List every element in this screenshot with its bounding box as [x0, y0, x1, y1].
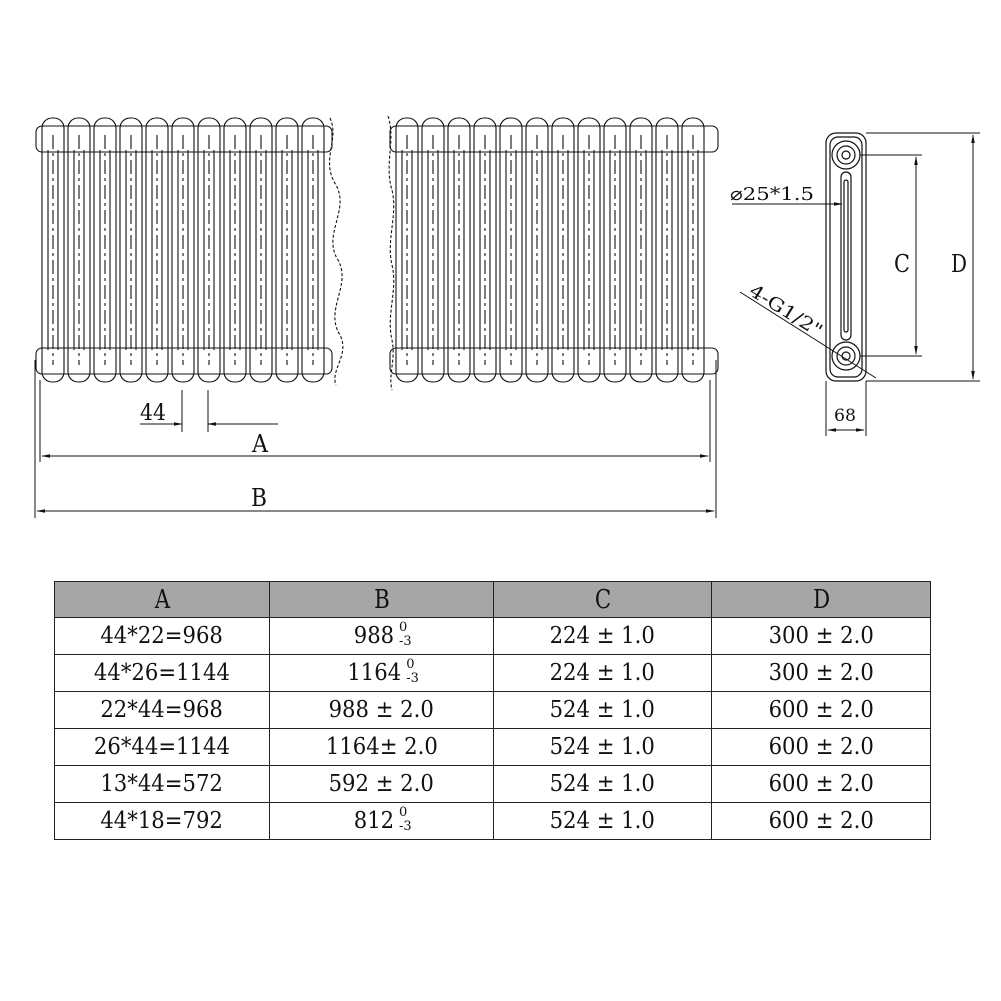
cell-b-value: 812: [353, 807, 395, 834]
radiator-column: [578, 118, 600, 382]
radiator-column: [552, 118, 574, 382]
radiator-side-view: [826, 133, 866, 381]
radiator-column: [224, 118, 246, 382]
cell-a: [55, 692, 270, 729]
dimension-b: [35, 360, 716, 518]
cell-a-value: 13*44=572: [100, 771, 224, 797]
tolerance-upper: 0: [398, 619, 408, 635]
radiator-column: [276, 118, 298, 382]
cell-d-value: 600 ± 2.0: [768, 734, 874, 760]
radiator-column: [422, 118, 444, 382]
radiator-column: [448, 118, 470, 382]
table-row: [55, 618, 931, 655]
table-header-row: [55, 582, 931, 618]
tolerance-upper: 0: [406, 656, 415, 672]
pitch-label: 44: [140, 401, 166, 426]
radiator-top-header: [36, 126, 332, 152]
cell-a: [55, 618, 270, 655]
radiator-column: [250, 118, 272, 382]
column-header-b: B: [290, 582, 474, 618]
cell-b-value: 988: [353, 622, 395, 649]
radiator-column: [198, 118, 220, 382]
cell-d-value: 600 ± 2.0: [768, 808, 874, 834]
table-row: [55, 692, 931, 729]
table-row: [55, 803, 931, 840]
column-header-a: A: [74, 582, 250, 618]
radiator-column: [526, 118, 548, 382]
cell-d: [712, 729, 931, 766]
radiator-column: [500, 118, 522, 382]
column-header-d: D: [731, 582, 911, 618]
tolerance-lower: -3: [398, 818, 412, 834]
cell-d-value: 600 ± 2.0: [768, 697, 874, 723]
dimension-d-label: D: [951, 250, 967, 278]
tolerance: [397, 619, 412, 650]
cell-b: [270, 803, 494, 840]
tolerance-upper: 0: [398, 804, 408, 820]
cell-c: [494, 803, 712, 840]
radiator-bottom-header: [36, 348, 332, 374]
radiator-column: [604, 118, 626, 382]
cell-b-value: 1164: [347, 659, 401, 686]
cell-a-value: 26*44=1144: [93, 734, 231, 760]
cell-c: [494, 692, 712, 729]
dimension-a-label: A: [251, 430, 269, 458]
cell-b-value: 592 ± 2.0: [328, 771, 435, 797]
cell-c: [494, 618, 712, 655]
cell-d: [712, 655, 931, 692]
cell-d-value: 300 ± 2.0: [768, 660, 874, 686]
tolerance-lower: -3: [398, 633, 412, 649]
cell-b: [270, 729, 494, 766]
depth-label: 68: [834, 406, 856, 426]
radiator-column: [630, 118, 652, 382]
break-line-left: [330, 118, 343, 385]
column-header-c: C: [513, 582, 692, 618]
cell-c-value: 524 ± 1.0: [549, 734, 656, 760]
radiator-column: [172, 118, 194, 382]
dimension-b-label: B: [251, 484, 267, 512]
radiator-column: [656, 118, 678, 382]
cell-b-value: 1164± 2.0: [325, 734, 438, 760]
cell-b: [270, 618, 494, 655]
cell-d: [712, 692, 931, 729]
cell-b: [270, 655, 494, 692]
cell-a: [55, 766, 270, 803]
cell-a-value: 22*44=968: [100, 697, 224, 723]
cell-d: [712, 766, 931, 803]
cell-d: [712, 803, 931, 840]
tolerance: [397, 804, 412, 835]
cell-d: [712, 618, 931, 655]
cell-c-value: 524 ± 1.0: [549, 808, 656, 834]
specification-table: [54, 581, 931, 840]
radiator-column: [146, 118, 168, 382]
cell-c: [494, 729, 712, 766]
cell-d-value: 300 ± 2.0: [768, 623, 874, 649]
cell-c: [494, 655, 712, 692]
dimension-c-label: C: [894, 250, 910, 278]
radiator-column: [94, 118, 116, 382]
cell-a: [55, 803, 270, 840]
radiator-column: [396, 118, 418, 382]
table-row: [55, 655, 931, 692]
thread-label: 4-G1/2": [745, 280, 816, 335]
radiator-column: [302, 118, 324, 382]
radiator-column: [682, 118, 704, 382]
table-row: [55, 766, 931, 803]
cell-c-value: 524 ± 1.0: [549, 697, 656, 723]
radiator-column: [474, 118, 496, 382]
cell-a: [55, 729, 270, 766]
radiator-column: [68, 118, 90, 382]
cell-b: [270, 766, 494, 803]
cell-d-value: 600 ± 2.0: [768, 771, 874, 797]
cell-c-value: 224 ± 1.0: [549, 660, 656, 686]
radiator-front-right-section: [390, 118, 718, 382]
radiator-top-header: [390, 126, 718, 152]
cell-b: [270, 692, 494, 729]
cell-c-value: 224 ± 1.0: [549, 623, 656, 649]
cell-c: [494, 766, 712, 803]
cell-a: [55, 655, 270, 692]
cell-a-value: 44*18=792: [100, 808, 224, 834]
radiator-bottom-header: [390, 348, 718, 374]
cell-c-value: 524 ± 1.0: [549, 771, 656, 797]
cell-a-value: 44*22=968: [100, 623, 224, 649]
table-row: [55, 729, 931, 766]
radiator-front-left-section: [36, 118, 332, 382]
tolerance-lower: -3: [406, 670, 419, 686]
cell-a-value: 44*26=1144: [93, 660, 231, 686]
tolerance: [404, 656, 419, 687]
pipe-label: ⌀25*1.5: [730, 184, 814, 205]
radiator-column: [42, 118, 64, 382]
dimension-c: [860, 155, 922, 356]
radiator-column: [120, 118, 142, 382]
cell-b-value: 988 ± 2.0: [328, 697, 435, 723]
